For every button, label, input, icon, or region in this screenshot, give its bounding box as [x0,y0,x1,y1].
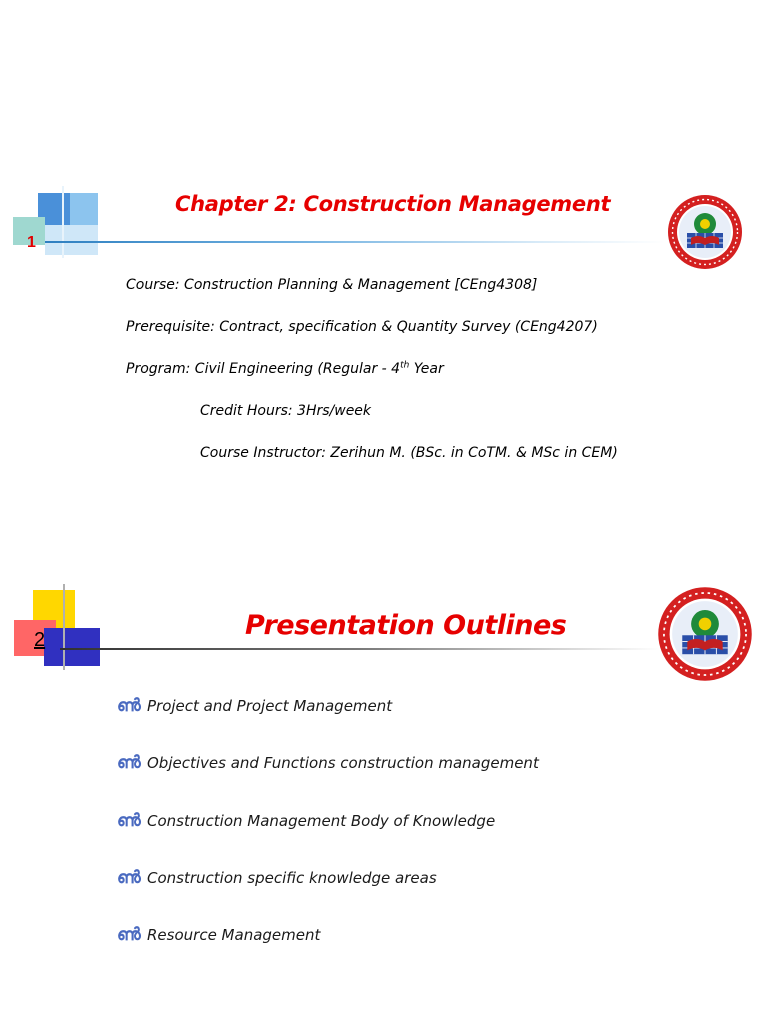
program-line [126,361,444,377]
outline-item-text: Construction specific knowledge areas [147,869,437,887]
bullet-icon: ൺ [117,924,141,945]
title-underline [45,241,665,243]
slide-title: Presentation Outlines [245,610,567,641]
credit-hours-line: Credit Hours: 3Hrs/week [200,403,372,419]
outline-item-text: Objectives and Functions construction management [147,754,539,772]
slide-number: 1 [27,234,36,251]
outline-item-text: Resource Management [147,926,321,944]
bullet-icon: ൺ [117,810,141,831]
outline-item-text: Construction Management Body of Knowledge [147,812,496,830]
university-logo [667,194,743,270]
prerequisite-line: Prerequisite: Contract, specification & Quantity Survey (CEng4207) [126,319,598,335]
university-logo [657,586,753,682]
outline-item [117,812,495,830]
outline-item [117,754,539,772]
outline-item [117,697,392,715]
bullet-icon: ൺ [117,695,141,716]
instructor-line: Course Instructor: Zerihun M. (BSc. in CoTM. & MSc in CEM) [200,445,618,461]
outline-item [117,869,437,887]
program-year: Year [409,361,444,377]
course-line: Course: Construction Planning & Management [CEng4308] [126,277,538,293]
program-text: Program: Civil Engineering (Regular - 4 [126,361,401,377]
program-superscript: th [400,360,410,371]
title-underline [60,648,660,650]
bullet-icon: ൺ [117,867,141,888]
bullet-icon: ൺ [117,752,141,773]
outline-item-text: Project and Project Management [147,697,393,715]
outline-item [117,926,320,944]
slide-2 [0,520,768,1024]
slide-title: Chapter 2: Construction Management [175,192,611,216]
slide-number: 2 [34,629,46,651]
